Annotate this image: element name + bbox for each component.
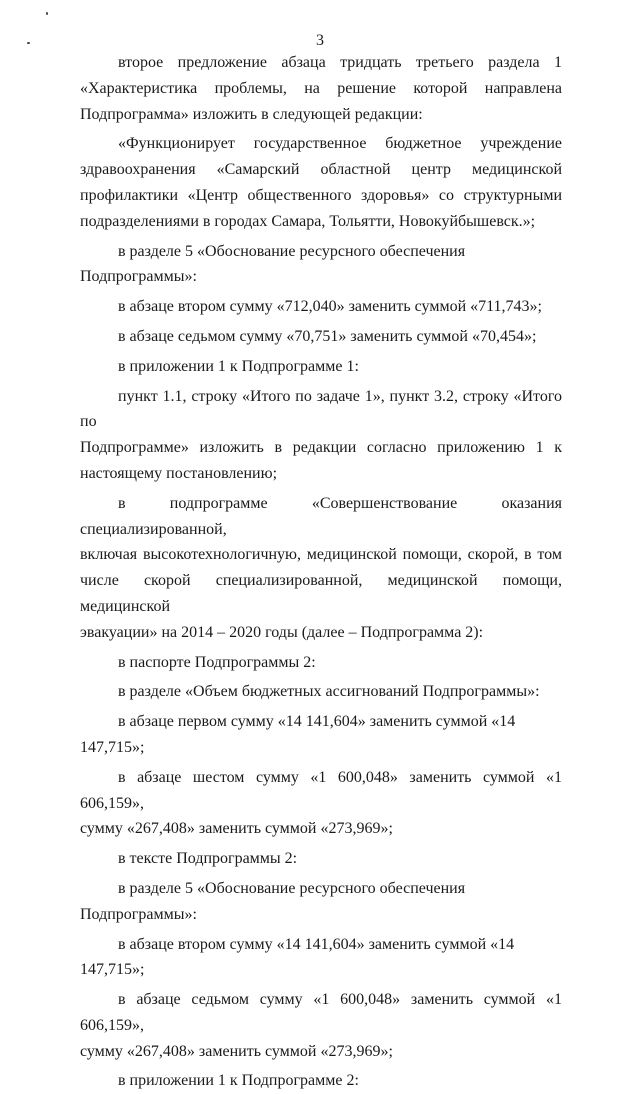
text-line: профилактики «Центр общественного здоровья» со структурными bbox=[80, 186, 562, 204]
text-line: в паспорте Подпрограммы 2: bbox=[118, 653, 316, 671]
text-line: сумму «267,408» заменить суммой «273,969»; bbox=[80, 1042, 393, 1060]
text-line: в приложении 1 к Подпрограмме 2: bbox=[118, 1072, 359, 1090]
text-line: в подпрограмме «Совершенствование оказания специализированной, bbox=[80, 494, 562, 538]
text-line: числе скорой специализированной, медицинской помощи, медицинской bbox=[80, 572, 562, 615]
scan-speck bbox=[46, 12, 48, 15]
text-line: сумму «267,408» заменить суммой «273,969»; bbox=[80, 820, 393, 838]
text-line: Подпрограмма» изложить в следующей редакции: bbox=[80, 105, 423, 123]
text-line: включая высокотехнологичную, медицинской помощи, скорой, в том bbox=[80, 546, 562, 564]
text-line: эвакуации» на 2014 – 2020 годы (далее – Подпрограмма 2): bbox=[80, 623, 484, 641]
text-line: Подпрограмме» изложить в редакции согласно приложению 1 к bbox=[80, 439, 562, 457]
text-line: в абзаце шестом сумму «1 600,048» заменить суммой «1 606,159», bbox=[80, 768, 562, 812]
text-line: в разделе 5 «Обоснование ресурсного обеспечения Подпрограммы»: bbox=[80, 242, 466, 286]
text-line: «Функционирует государственное бюджетное учреждение bbox=[118, 135, 562, 153]
text-line: в абзаце седьмом сумму «70,751» заменить суммой «70,454»; bbox=[118, 327, 537, 345]
page-number: 3 bbox=[316, 32, 324, 49]
document-body bbox=[80, 50, 562, 1094]
text-line: пункт 1.1, строку «Итого по задаче 1», пункт 3.2, строку «Итого по bbox=[80, 387, 562, 431]
text-line: в абзаце первом сумму «14 141,604» заменить суммой «14 147,715»; bbox=[80, 713, 516, 756]
text-line: в тексте Подпрограммы 2: bbox=[118, 850, 298, 868]
text-line: настоящему постановлению; bbox=[80, 464, 278, 482]
text-line: в абзаце седьмом сумму «1 600,048» заменить суммой «1 606,159», bbox=[80, 991, 562, 1034]
text-line: второе предложение абзаца тридцать третьего раздела 1 bbox=[118, 54, 562, 71]
text-line: «Характеристика проблемы, на решение которой направлена bbox=[80, 79, 562, 97]
text-line: в разделе 5 «Обоснование ресурсного обеспечения Подпрограммы»: bbox=[80, 879, 466, 923]
text-line: в разделе «Объем бюджетных ассигнований Подпрограммы»: bbox=[118, 683, 540, 701]
text-line: в абзаце втором сумму «14 141,604» заменить суммой «14 147,715»; bbox=[80, 935, 515, 979]
text-line: в абзаце втором сумму «712,040» заменить суммой «711,743»; bbox=[118, 298, 542, 316]
text-line: здравоохранения «Самарский областной центр медицинской bbox=[80, 161, 562, 179]
text-line: в приложении 1 к Подпрограмме 1: bbox=[118, 357, 359, 375]
text-line: подразделениями в городах Самара, Тольятти, Новокуйбышевск.»; bbox=[80, 212, 536, 230]
